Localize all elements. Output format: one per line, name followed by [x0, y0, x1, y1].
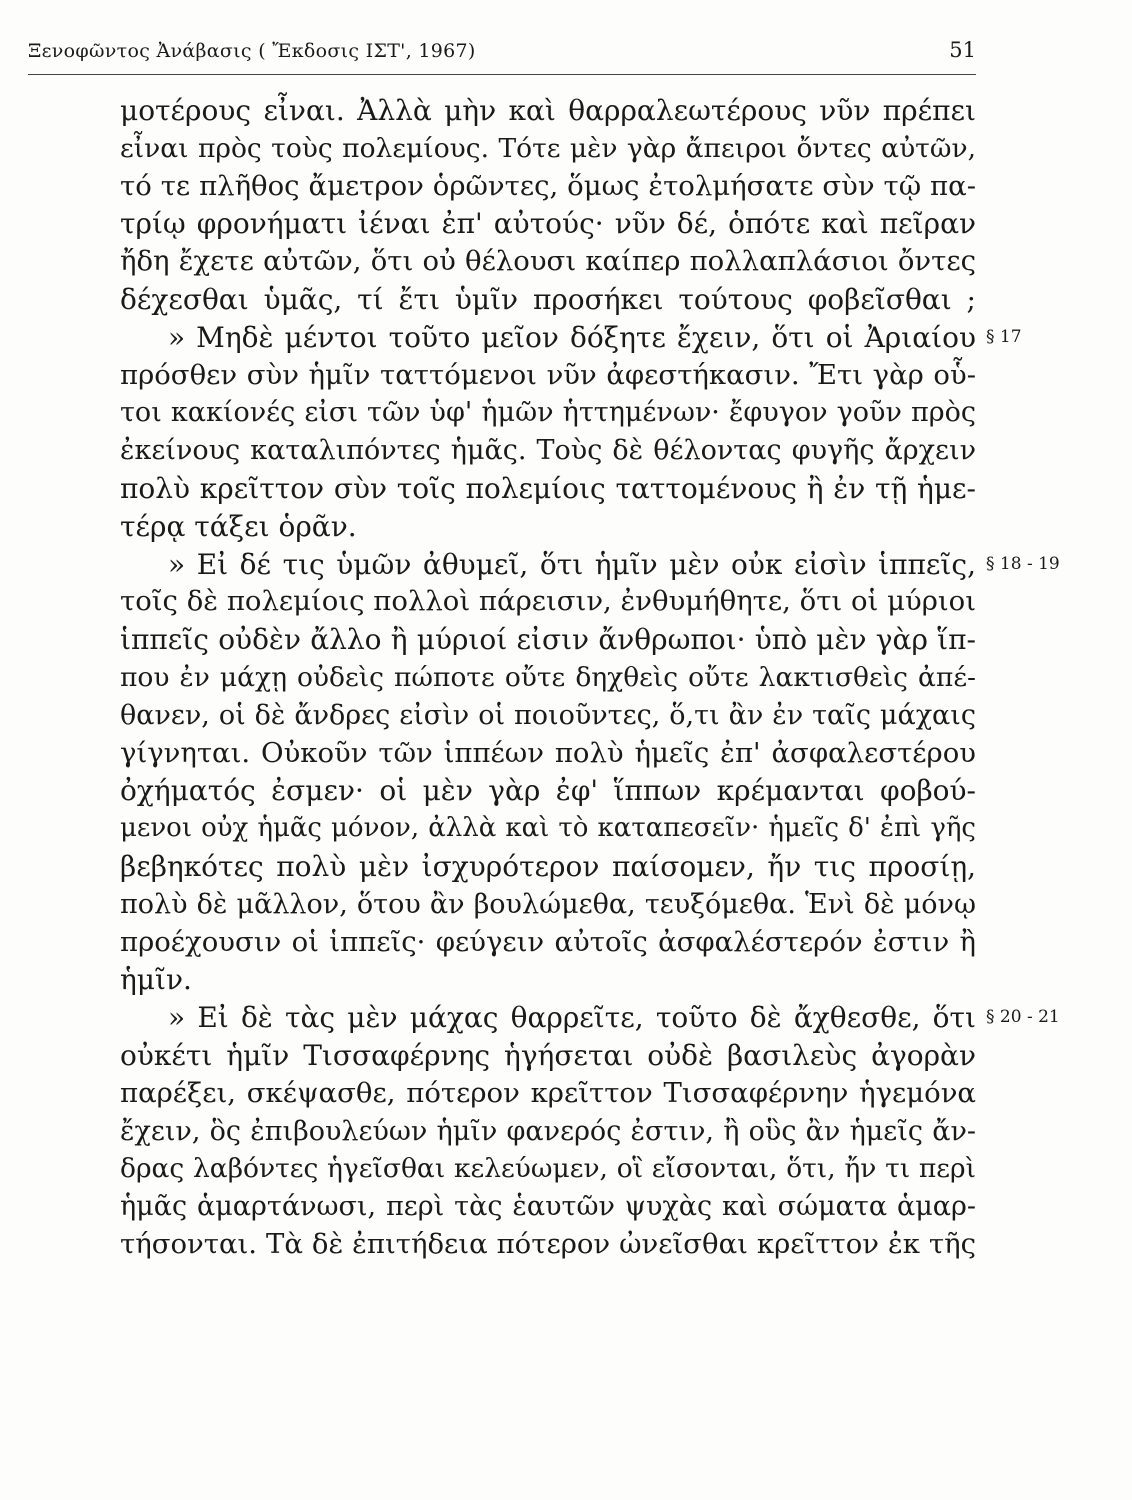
text-line	[120, 1150, 976, 1188]
text-line	[120, 810, 976, 848]
line-text: μενοι οὐχ ἡμᾶς μόνον, ἀλλὰ καὶ τὸ καταπεσεῖν· ἡμεῖς δ' ἐπὶ γῆς	[120, 813, 976, 844]
line-text: παρέξει, σκέψασθε, πότερον κρεῖττον Τισσαφέρνην ἡγεμόνα	[120, 1076, 976, 1109]
text-line	[120, 432, 976, 470]
text-line	[120, 130, 976, 168]
text-line	[120, 205, 976, 243]
text-line	[120, 621, 976, 659]
line-text: » Εἰ δέ τις ὑμῶν ἀθυμεῖ, ὅτι ἡμῖν μὲν οὐκ εἰσὶν ἱππεῖς,	[168, 547, 976, 581]
text-line	[120, 583, 976, 621]
line-text: τοι κακίονές εἰσι τῶν ὑφ' ἡμῶν ἡττημένων· ἔφυγον γοῦν πρὸς	[120, 397, 976, 429]
line-text: ἔχειν, ὃς ἐπιβουλεύων ἡμῖν φανερός ἐστιν, ἢ οὓς ἂν ἡμεῖς ἄν-	[120, 1115, 976, 1147]
running-title: Ξενοφῶντος Ἀνάβασις ( Ἔκδοσις ΙΣΤ', 1967)	[28, 40, 476, 62]
text-line	[120, 924, 976, 962]
line-text: τέρᾳ τάξει ὁρᾶν.	[120, 509, 357, 543]
line-text: τό τε πλῆθος ἄμετρον ὁρῶντες, ὅμως ἐτολμήσατε σὺν τῷ πα-	[120, 169, 976, 202]
text-line	[120, 508, 976, 546]
line-text: ὀχήματός ἐσμεν· οἱ μὲν γὰρ ἐφ' ἵππων κρέμανται φοβού-	[120, 774, 976, 808]
line-text: θανεν, οἱ δὲ ἄνδρες εἰσὶν οἱ ποιοῦντες, ὅ,τι ἂν ἐν ταῖς μάχαις	[120, 699, 976, 731]
running-header	[28, 34, 976, 75]
line-text: δέχεσθαι ὑμᾶς, τί ἔτι ὑμῖν προσήκει τούτους φοβεῖσθαι ;	[120, 282, 976, 316]
section-marginal-note: § 17	[986, 326, 1022, 347]
line-text: οὐκέτι ἡμῖν Τισσαφέρνης ἡγήσεται οὐδὲ βασιλεὺς ἀγορὰν	[120, 1038, 976, 1072]
text-line	[120, 1075, 976, 1113]
line-text: πολὺ δὲ μᾶλλον, ὅτου ἂν βουλώμεθα, τευξόμεθα. Ἑνὶ δὲ μόνῳ	[120, 888, 976, 920]
section-marginal-note: § 18 - 19	[986, 553, 1060, 574]
line-text: » Μηδὲ μέντοι τοῦτο μεῖον δόξητε ἔχειν, ὅτι οἱ Ἀριαίου	[168, 320, 976, 354]
text-line	[120, 281, 976, 319]
text-line	[120, 999, 1060, 1037]
text-line	[120, 168, 976, 206]
line-text: τρίῳ φρονήματι ἰέναι ἐπ' αὐτούς· νῦν δέ, ὁπότε καὶ πεῖραν	[120, 207, 976, 241]
text-line	[120, 697, 976, 735]
text-line	[120, 1037, 976, 1075]
line-text: δρας λαβόντες ἡγεῖσθαι κελεύωμεν, οἳ εἴσονται, ὅτι, ἤν τι περὶ	[120, 1153, 976, 1185]
text-line	[120, 394, 976, 432]
line-text: μοτέρους εἶναι. Ἀλλὰ μὴν καὶ θαρραλεωτέρους νῦν πρέπει	[120, 94, 976, 127]
text-line	[120, 546, 1060, 584]
line-text: προέχουσιν οἱ ἱππεῖς· φεύγειν αὐτοῖς ἀσφαλέστερόν ἐστιν ἢ	[120, 925, 976, 958]
line-text: πολὺ κρεῖττον σὺν τοῖς πολεμίοις ταττομένους ἢ ἐν τῇ ἡμε-	[120, 471, 976, 505]
text-line	[120, 1113, 976, 1151]
line-text: ἡμῖν.	[120, 963, 192, 997]
text-line	[120, 886, 976, 924]
line-text: » Εἰ δὲ τὰς μὲν μάχας θαρρεῖτε, τοῦτο δὲ ἄχθεσθε, ὅτι	[168, 1001, 976, 1035]
line-text: ἤδη ἔχετε αὐτῶν, ὅτι οὐ θέλουσι καίπερ πολλαπλάσιοι ὄντες	[120, 245, 976, 278]
text-line	[120, 659, 976, 697]
line-text: εἶναι πρὸς τοὺς πολεμίους. Τότε μὲν γὰρ ἄπειροι ὄντες αὐτῶν,	[120, 132, 976, 164]
text-line	[120, 735, 976, 773]
body-text	[120, 92, 1060, 1264]
line-text: πρόσθεν σὺν ἡμῖν ταττόμενοι νῦν ἀφεστήκασιν. Ἔτι γὰρ οὗ-	[120, 358, 976, 391]
text-line	[120, 243, 976, 281]
line-text: γίγνηται. Οὐκοῦν τῶν ἱππέων πολὺ ἡμεῖς ἐπ' ἀσφαλεστέρου	[120, 736, 976, 769]
line-text: που ἐν μάχῃ οὐδεὶς πώποτε οὔτε δηχθεὶς οὔτε λακτισθεὶς ἀπέ-	[120, 661, 976, 693]
line-text: ἡμᾶς ἁμαρτάνωσι, περὶ τὰς ἑαυτῶν ψυχὰς καὶ σώματα ἁμαρ-	[120, 1191, 976, 1223]
line-text: τοῖς δὲ πολεμίοις πολλοὶ πάρεισιν, ἐνθυμήθητε, ὅτι οἱ μύριοι	[120, 585, 976, 618]
text-line	[120, 357, 976, 395]
line-text: ἐκείνους καταλιπόντες ἡμᾶς. Τοὺς δὲ θέλοντας φυγῆς ἄρχειν	[120, 435, 976, 467]
text-line	[120, 1188, 976, 1226]
line-text: βεβηκότες πολὺ μὲν ἰσχυρότερον παίσομεν, ἤν τις προσίῃ,	[120, 849, 976, 883]
text-line	[120, 772, 976, 810]
line-text: ἱππεῖς οὐδὲν ἄλλο ἢ μύριοί εἰσιν ἄνθρωποι· ὑπὸ μὲν γὰρ ἵπ-	[120, 623, 976, 657]
text-line	[120, 848, 976, 886]
text-line	[120, 961, 976, 999]
text-line	[120, 92, 976, 130]
text-line	[120, 319, 1022, 357]
page-number: 51	[949, 38, 976, 62]
text-line	[120, 470, 976, 508]
section-marginal-note: § 20 - 21	[986, 1007, 1060, 1028]
line-text: τήσονται. Τὰ δὲ ἐπιτήδεια πότερον ὠνεῖσθαι κρεῖττον ἐκ τῆς	[120, 1227, 976, 1260]
text-line	[120, 1226, 976, 1264]
